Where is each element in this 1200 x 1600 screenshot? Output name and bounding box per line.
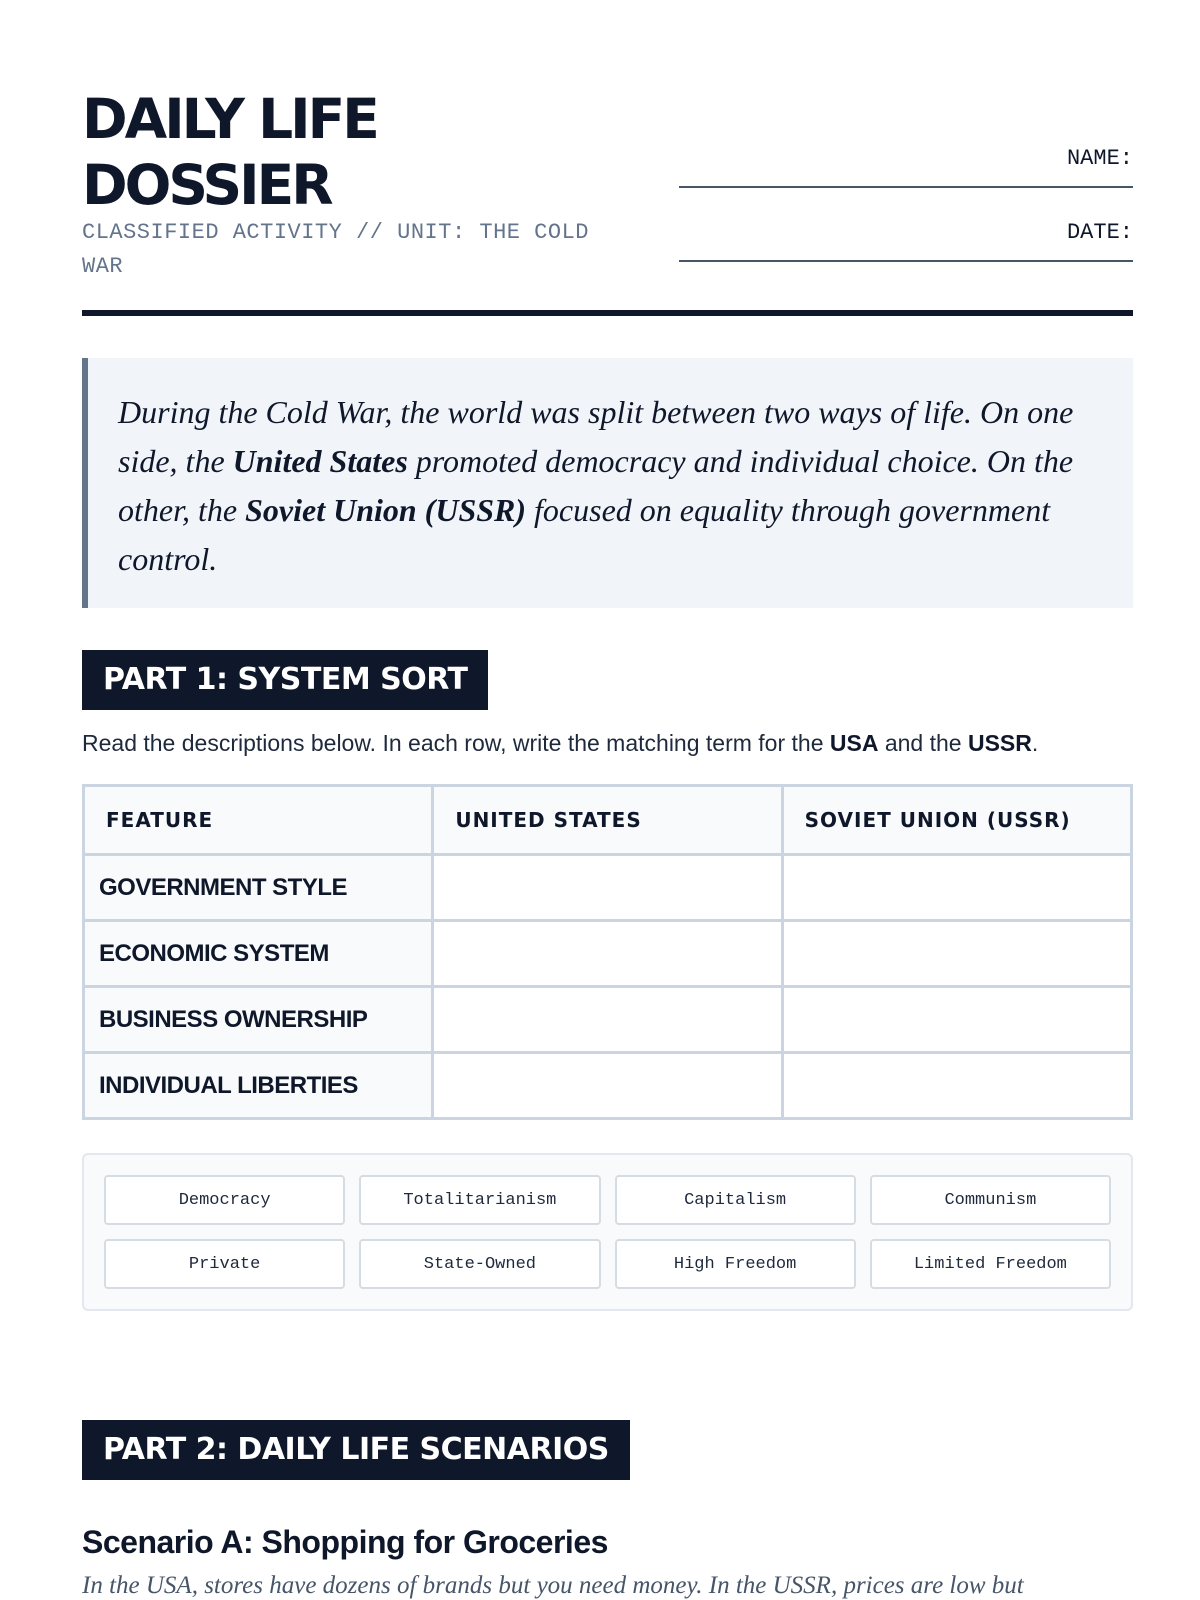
table-header-row [84, 786, 1132, 855]
word-chip[interactable]: Limited Freedom [870, 1239, 1111, 1289]
usa-answer-cell[interactable] [433, 921, 782, 987]
column-header-usa: UNITED STATES [433, 786, 782, 855]
name-write-line[interactable] [679, 174, 1133, 188]
part1-heading: PART 1: SYSTEM SORT [82, 650, 488, 710]
ussr-answer-cell[interactable] [782, 921, 1131, 987]
system-sort-table [82, 784, 1133, 1120]
intro-bold-ussr: Soviet Union (USSR) [245, 492, 527, 528]
intro-callout [82, 358, 1133, 608]
worksheet-subtitle: CLASSIFIED ACTIVITY // UNIT: THE COLD WAR [82, 220, 589, 279]
instr-text-c: . [1031, 730, 1039, 756]
table-row [84, 921, 1132, 987]
word-chip[interactable]: State-Owned [359, 1239, 600, 1289]
name-label: NAME: [1066, 146, 1133, 171]
table-row [84, 987, 1132, 1053]
title-line-1: DAILY LIFE [82, 87, 377, 151]
feature-cell: INDIVIDUAL LIBERTIES [84, 1053, 433, 1119]
table-row [84, 855, 1132, 921]
ussr-answer-cell[interactable] [782, 855, 1131, 921]
intro-text-3: focused on equality through government control. [118, 492, 1051, 577]
date-field [679, 218, 1133, 262]
table-row [84, 1053, 1132, 1119]
usa-answer-cell[interactable] [433, 987, 782, 1053]
intro-bold-usa: United States [232, 443, 408, 479]
usa-answer-cell[interactable] [433, 1053, 782, 1119]
feature-cell: ECONOMIC SYSTEM [84, 921, 433, 987]
word-chip[interactable]: Private [104, 1239, 345, 1289]
column-header-feature: FEATURE [84, 786, 433, 855]
feature-cell: GOVERNMENT STYLE [84, 855, 433, 921]
word-chip[interactable]: Capitalism [615, 1175, 856, 1225]
scenario-a-text: In the USA, stores have dozens of brands but you need money. In the USSR, prices are low but [82, 1572, 1024, 1599]
usa-answer-cell[interactable] [433, 855, 782, 921]
intro-text-1: During the Cold War, the world was split between two ways of life. On one side, the [118, 394, 1074, 479]
word-chip[interactable]: Totalitarianism [359, 1175, 600, 1225]
worksheet-title [82, 86, 642, 218]
date-label: DATE: [1066, 220, 1133, 245]
instr-ussr: USSR [967, 730, 1032, 756]
ussr-answer-cell[interactable] [782, 1053, 1131, 1119]
title-line-2: DOSSIER [82, 153, 331, 217]
word-chip[interactable]: Communism [870, 1175, 1111, 1225]
word-bank [82, 1153, 1133, 1311]
instr-text-b: and the [878, 730, 968, 756]
name-field [679, 144, 1133, 188]
instr-usa: USA [829, 730, 879, 756]
date-write-line[interactable] [679, 248, 1133, 262]
feature-cell: BUSINESS OWNERSHIP [84, 987, 433, 1053]
word-chip[interactable]: High Freedom [615, 1239, 856, 1289]
header-divider [82, 310, 1133, 316]
column-header-ussr: SOVIET UNION (USSR) [782, 786, 1131, 855]
part2-heading: PART 2: DAILY LIFE SCENARIOS [82, 1420, 630, 1480]
worksheet-header [82, 0, 1133, 318]
instr-text-a: Read the descriptions below. In each row, write the matching term for the [82, 730, 830, 756]
part1-instructions [82, 730, 1133, 757]
intro-text-2: promoted democracy and individual choice. On the other, the [118, 443, 1074, 528]
scenario-a-title: Scenario A: Shopping for Groceries [82, 1524, 608, 1560]
word-chip[interactable]: Democracy [104, 1175, 345, 1225]
ussr-answer-cell[interactable] [782, 987, 1131, 1053]
